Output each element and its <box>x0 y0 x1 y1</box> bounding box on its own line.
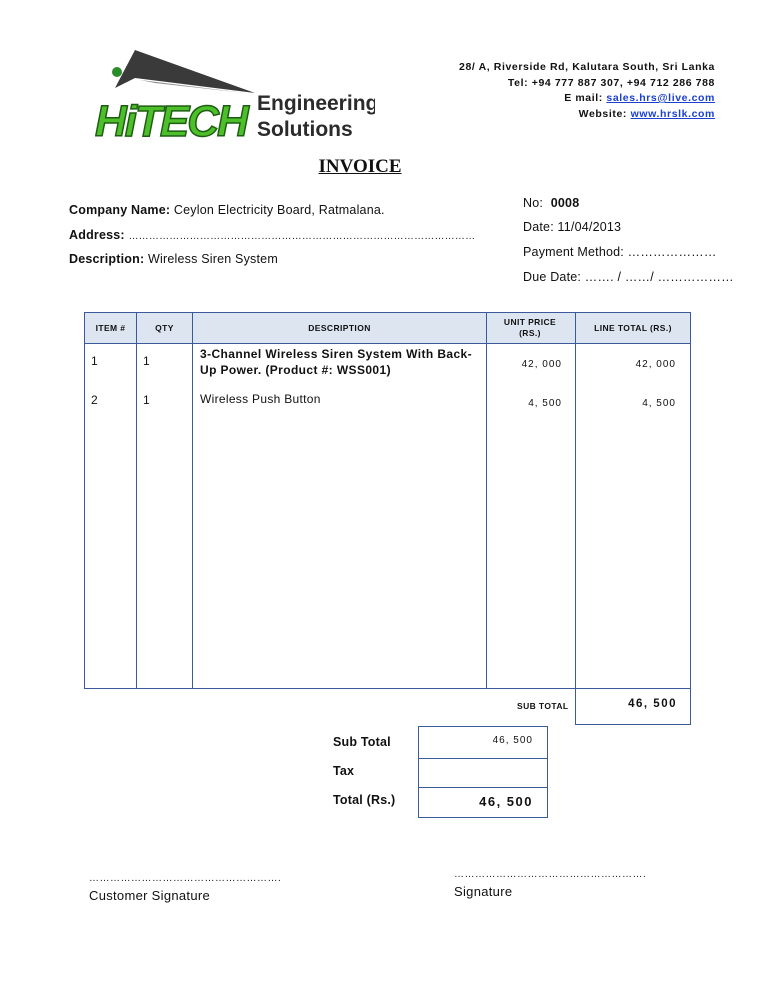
email-label: E mail: <box>564 92 603 104</box>
header-unit-price: UNIT PRICE (RS.) <box>503 317 557 338</box>
row1-line-total: 42, 000 <box>635 359 676 370</box>
contact-email-row <box>459 91 715 107</box>
row2-line-total: 4, 500 <box>642 398 676 409</box>
header-item: ITEM # <box>95 322 126 333</box>
due-date-row: Due Date: ……. / ……/ ……………… <box>523 270 734 284</box>
header-qty: QTY <box>155 322 174 333</box>
sub-total-label: Sub Total <box>333 735 391 749</box>
invoice-title: INVOICE <box>318 156 402 177</box>
description-label: Description: <box>69 252 145 266</box>
contact-tel: Tel: +94 777 887 307, +94 712 286 788 <box>507 76 715 89</box>
row2-qty: 1 <box>143 393 150 407</box>
table-subtotal-label: SUB TOTAL <box>517 701 569 711</box>
no-label: No: <box>523 196 544 210</box>
contact-website-row <box>459 107 715 123</box>
customer-signature-label: Customer Signature <box>89 888 211 903</box>
invoice-number-row <box>523 196 579 210</box>
description-row <box>69 252 278 266</box>
row2-item: 2 <box>91 393 98 407</box>
table-subtotal-box <box>575 686 691 725</box>
website-link[interactable]: www.hrslk.com <box>630 107 715 120</box>
address-label: Address: <box>69 228 125 242</box>
date-row: Date: 11/04/2013 <box>523 220 622 234</box>
row1-unit-price: 42, 000 <box>521 359 562 370</box>
company-logo <box>95 48 375 148</box>
row2-unit-price: 4, 500 <box>528 398 562 409</box>
tax-label: Tax <box>333 764 355 778</box>
tax-box <box>418 757 548 788</box>
table-subtotal-value: 46, 500 <box>628 698 677 710</box>
address-value: ………………………………………………………………………………………… <box>128 231 476 242</box>
no-value: 0008 <box>550 196 580 210</box>
signature-label: Signature <box>454 884 513 899</box>
email-link[interactable]: sales.hrs@live.com <box>606 92 715 104</box>
sub-total-box <box>418 726 548 759</box>
logo-line2: Solutions <box>257 118 353 141</box>
payment-method-row: Payment Method: ………………… <box>523 245 717 259</box>
sub-total-value: 46, 500 <box>492 735 533 746</box>
logo-line1: Engineering <box>257 92 375 115</box>
company-value: Ceylon Electricity Board, Ratmalana. <box>173 203 385 217</box>
contact-address: 28/ A, Riverside Rd, Kalutara South, Sri Lanka <box>459 61 715 73</box>
header-line-total: LINE TOTAL (RS.) <box>594 322 672 333</box>
address-row <box>69 228 475 242</box>
row1-qty: 1 <box>143 354 150 368</box>
logo-brand: HiTECH <box>95 97 247 146</box>
total-label: Total (Rs.) <box>333 793 396 807</box>
total-value: 46, 500 <box>479 794 533 809</box>
total-box <box>418 787 548 818</box>
company-label: Company Name: <box>69 203 171 217</box>
items-table <box>84 312 691 689</box>
website-label: Website: <box>578 107 628 120</box>
description-value: Wireless Siren System <box>148 252 278 266</box>
signature-line: ………………………………………………. <box>454 869 647 880</box>
row1-item: 1 <box>91 354 98 368</box>
contact-block <box>459 60 715 122</box>
customer-signature-line: ………………………………………………. <box>89 873 282 884</box>
company-name-row <box>69 203 385 217</box>
row2-description: Wireless Push Button <box>200 392 321 406</box>
row1-description: 3-Channel Wireless Siren System With Back-Up Power. (Product #: WSS001) <box>200 347 472 377</box>
header-description: DESCRIPTION <box>308 322 371 333</box>
